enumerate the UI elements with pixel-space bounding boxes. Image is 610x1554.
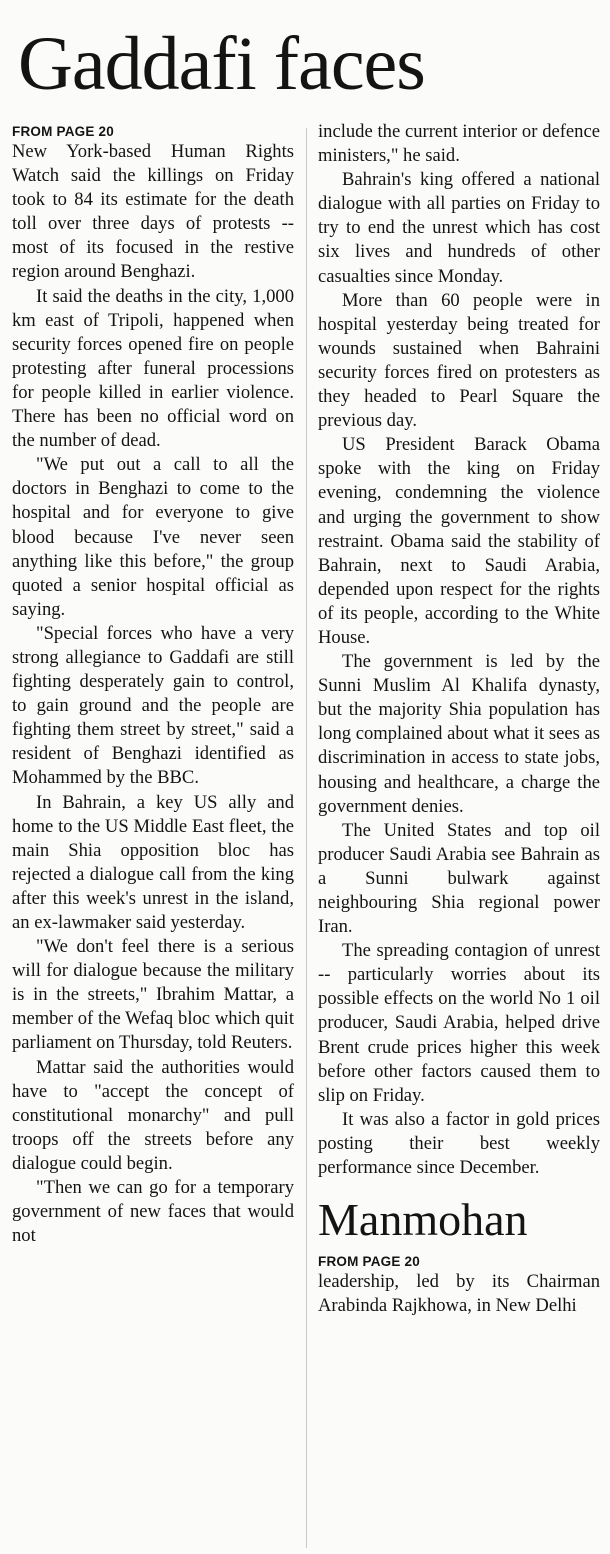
article-paragraph: In Bahrain, a key US ally and home to the US Middle East fleet, the main Shia opposition bloc has rejected a dialogue call from the king after this week's unrest in the island, an ex-lawmaker said yesterday. <box>12 791 294 933</box>
jump-line: FROM PAGE 20 <box>12 124 114 139</box>
article-paragraph: It said the deaths in the city, 1,000 km east of Tripoli, happened when security forces opened fire on people protesting after funeral processions for people killed in earlier violence. There has been no official word on the number of dead. <box>12 285 294 452</box>
article-paragraph: "We put out a call to all the doctors in Benghazi to come to the hospital and for everyone to give blood because I've never seen anything like this before," the group quoted a senior hospital official as saying. <box>12 454 294 620</box>
article-paragraph: New York-based Human Rights Watch said the killings on Friday took to 84 its estimate for the death toll over three days of protests -- most of its focused in the restive region around Benghazi. <box>12 141 294 283</box>
left-column <box>12 120 294 1248</box>
article-paragraph: Mattar said the authorities would have to "accept the concept of constitutional monarchy" and pull troops off the streets before any dialogue could begin. <box>12 1056 294 1174</box>
article-paragraph: The United States and top oil producer Saudi Arabia see Bahrain as a Sunni bulwark against neighbouring Shia regional power Iran. <box>318 819 600 938</box>
article-paragraph: The government is led by the Sunni Muslim Al Khalifa dynasty, but the majority Shia population has long complained about what it sees as discrimination in access to state jobs, housing and healthcare, a charge the government denies. <box>318 651 600 817</box>
right-column <box>318 120 600 1318</box>
article-paragraph: "We don't feel there is a serious will for dialogue because the military is in the streets," Ibrahim Mattar, a member of the Wefaq bloc which quit parliament on Thursday, told Reuters. <box>12 936 294 1054</box>
article-paragraph: It was also a factor in gold prices posting their best weekly performance since December. <box>318 1108 600 1179</box>
article-paragraph: include the current interior or defence ministers," he said. <box>318 121 600 167</box>
article-paragraph: US President Barack Obama spoke with the king on Friday evening, condemning the violence and urging the government to show restraint. Obama said the stability of Bahrain, next to Saudi Arabia, depended upon respect for the rights of its people, according to the White House. <box>318 434 600 648</box>
article-paragraph: Bahrain's king offered a national dialogue with all parties on Friday to try to end the unrest which has cost six lives and hundreds of other casualties since Monday. <box>318 169 600 287</box>
second-story-jump-line: FROM PAGE 20 <box>318 1254 420 1270</box>
article-paragraph: "Then we can go for a temporary government of new faces that would not <box>12 1177 294 1247</box>
headline: Gaddafi faces <box>18 22 425 106</box>
article-paragraph: More than 60 people were in hospital yesterday being treated for wounds sustained when Bahraini security forces fired on protesters as they headed to Pearl Square the previous day. <box>318 289 600 432</box>
second-story-text: leadership, led by its Chairman Arabinda Rajkhowa, in New Delhi <box>318 1271 600 1317</box>
second-story-headline: Manmohan <box>318 1194 528 1246</box>
article-paragraph: The spreading contagion of unrest -- particularly worries about its possible effects on the world No 1 oil producer, Saudi Arabia, helped drive Brent crude prices higher this week before other factors caused them to slip on Friday. <box>318 940 600 1106</box>
column-divider <box>306 128 307 1548</box>
article-paragraph: "Special forces who have a very strong allegiance to Gaddafi are still fighting desperately gain to control, to gain ground and the people are fighting them street by street," said a resident of Benghazi identified as Mohammed by the BBC. <box>12 622 294 789</box>
